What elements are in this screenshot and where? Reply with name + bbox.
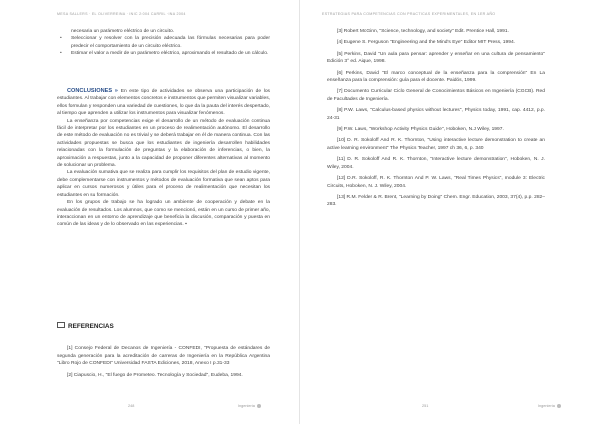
body-paragraph: La enseñanza por competencias exige el desarrollo de un método de evaluación continua fácil de interpretar por los estudiantes en un proceso de realimentación autónomo. El desarrollo de este método de evaluación no es trivial y se deberá trabajar en él de manera continua. Con las actividades propuestas se busca que los estudiantes de ingeniería desarrollen habilidades relacionadas con la formulación de preguntas y la elaboración de inferencias, o bien, la aproximación a respuestas, junto a la capacidad de proponer diferentes alternativas al momento de solucionar un problema. — [57, 118, 270, 169]
objectives-list — [57, 28, 270, 58]
journal-logo-icon — [557, 404, 561, 408]
reference-item: [6] Perkins, David "El marco conceptual de la enseñanza para la comprensión" En La enseñanza para la comprensión: guía para el docente. Paidós, 1999. — [327, 70, 545, 84]
body-paragraph — [57, 199, 270, 229]
heading-separator-icon: » — [114, 88, 121, 94]
left-body-column — [57, 88, 270, 229]
right-references-column — [327, 28, 545, 213]
right-running-header: ESTRATEGIAS PARA COMPETENCIAS CON PRACTICAS EXPERIMENTALES, EN 1ER AÑO — [322, 12, 496, 16]
end-mark-icon: ▪ — [185, 222, 187, 228]
reference-item: [12] D.R. Sokoloff, R. K. Thornton And P. W. Laws, "Real Times Physics", module 3: Electric Circuits, Hoboken, N. J. Wiley, 2004. — [327, 176, 545, 189]
reference-item: [8] P.W. Laws, "Calculus-based physics without lectures", Physics today, 1991, cap. 4412, p.p. 24-31 — [327, 108, 545, 121]
reference-item: [9] P.W. Laws, "Workshop Activity Physics Guide", Hoboken, N.J Wiley, 1997. — [337, 127, 504, 133]
reference-item: [13] R.M. Felder & R. Brent, "Learning by Doing" Chem. Engr. Education, 2003, 37(4), p.p. 282–283. — [327, 194, 545, 208]
references-title: REFERENCIAS — [68, 323, 114, 330]
references-section — [57, 322, 270, 383]
left-page-number: 248 — [128, 404, 135, 408]
reference-item: [3] Robert McGinn, "Science, technology, and society" Edit. Prentice Hall, 1991. — [337, 29, 509, 34]
left-text-column — [57, 28, 270, 58]
reference-item: [1] Consejo Federal de Decanos de Ingeniería - CONFEDI, "Propuesta de estándares de segunda generación para la acreditación de carreras de Ingeniería en la República Argentina "Libro Rojo de CONFEDI" Universidad FASTA Ediciones, 2018, Anexo I p.31-33 — [57, 346, 270, 367]
conclusions-body: En este tipo de actividades se observa una participación de los estudiantes. Al trabajar con elementos concretos e instrumentos que permiten visualizar variables, ellos formulan y responden una variedad de cuestiones, lo que da la pauta del interés despertado, al tiempo que aprenden a utilizar los instrumentos para visualizar fenómenos. — [57, 89, 271, 117]
conclusions-paragraph — [57, 88, 270, 118]
references-heading — [57, 322, 270, 331]
reference-item: [10] D. R. Sokoloff And R. K. Thornton, "Using interactive lecture demonstration to create an active learning environment" The Physics Teacher, 1997 ch 36, 6, p. 340 — [327, 138, 545, 151]
journal-name: Ingeniería — [538, 404, 555, 408]
right-footer-journal — [538, 404, 561, 408]
book-icon — [57, 322, 65, 328]
conclusions-heading: CONCLUSIONES — [67, 88, 113, 94]
journal-name: Ingeniería — [238, 404, 255, 408]
right-page-number: 251 — [422, 404, 429, 408]
reference-item: [7] Documento Curricular Ciclo General de Conocimientos Básicos en Ingeniería (CGCB). Red de Facultades de Ingeniería. — [327, 89, 545, 102]
body-paragraph-text: En los grupos de trabajo se ha logrado un ambiente de cooperación y debate en la evaluación de resultados. Los alumnos, que como se mencionó, están en un curso de primer año, interaccionan en un entorno de aprendizaje que beneficia la discusión, comparación y puesta en común de las ideas y de lo observado en las experiencias. — [57, 200, 270, 228]
reference-item: [4] Eugene S. Ferguson "Engineering and the Mind's Eye" Editor MIT Press, 1994. — [337, 40, 516, 46]
list-item: • Seleccionar y resolver con la precisión adecuada las fórmulas necesarias para poder predecir el comportamiento de un circuito eléctrico. — [57, 35, 270, 50]
reference-item: [5] Perkins, David "Un aula para pensar: aprender y enseñar en una cultura de pensamiento" Edición 3° ed. Aique, 1998. — [327, 51, 545, 65]
reference-item: [2] Ciapuscio, H., "El fuego de Prometeo. Tecnología y Sociedad", Eudeba, 1994. — [67, 372, 243, 378]
body-paragraph: La evaluación sumativa que se realiza para cumplir los requisitos del plan de estudio vigente, debe complementarse con instrumentos y métodos de evaluación formativa que sean aptos para aplicar en cursos numerosos y útiles para el proceso de realimentación que necesitan los estudiantes en su formación. — [57, 170, 270, 198]
reference-item: [11] D. R. Sokoloff And R. K. Thornton, "Interactive lecture demonstration", Hoboken, N. J. Wiley, 2004. — [327, 157, 545, 170]
list-item: • Estimar el valor a medir de un parámetro eléctrico, aproximando el resultado de un cálculo. — [57, 50, 270, 57]
journal-logo-icon — [257, 404, 261, 408]
left-footer-journal — [238, 404, 261, 408]
right-page — [300, 0, 600, 424]
left-running-header: MESA SALLERS · EL OLIVERREINA · INIC 2:004 CARRIL ·INA 2004 — [57, 12, 186, 16]
list-item: necesaria un parámetro eléctrico de un circuito. — [71, 29, 175, 34]
